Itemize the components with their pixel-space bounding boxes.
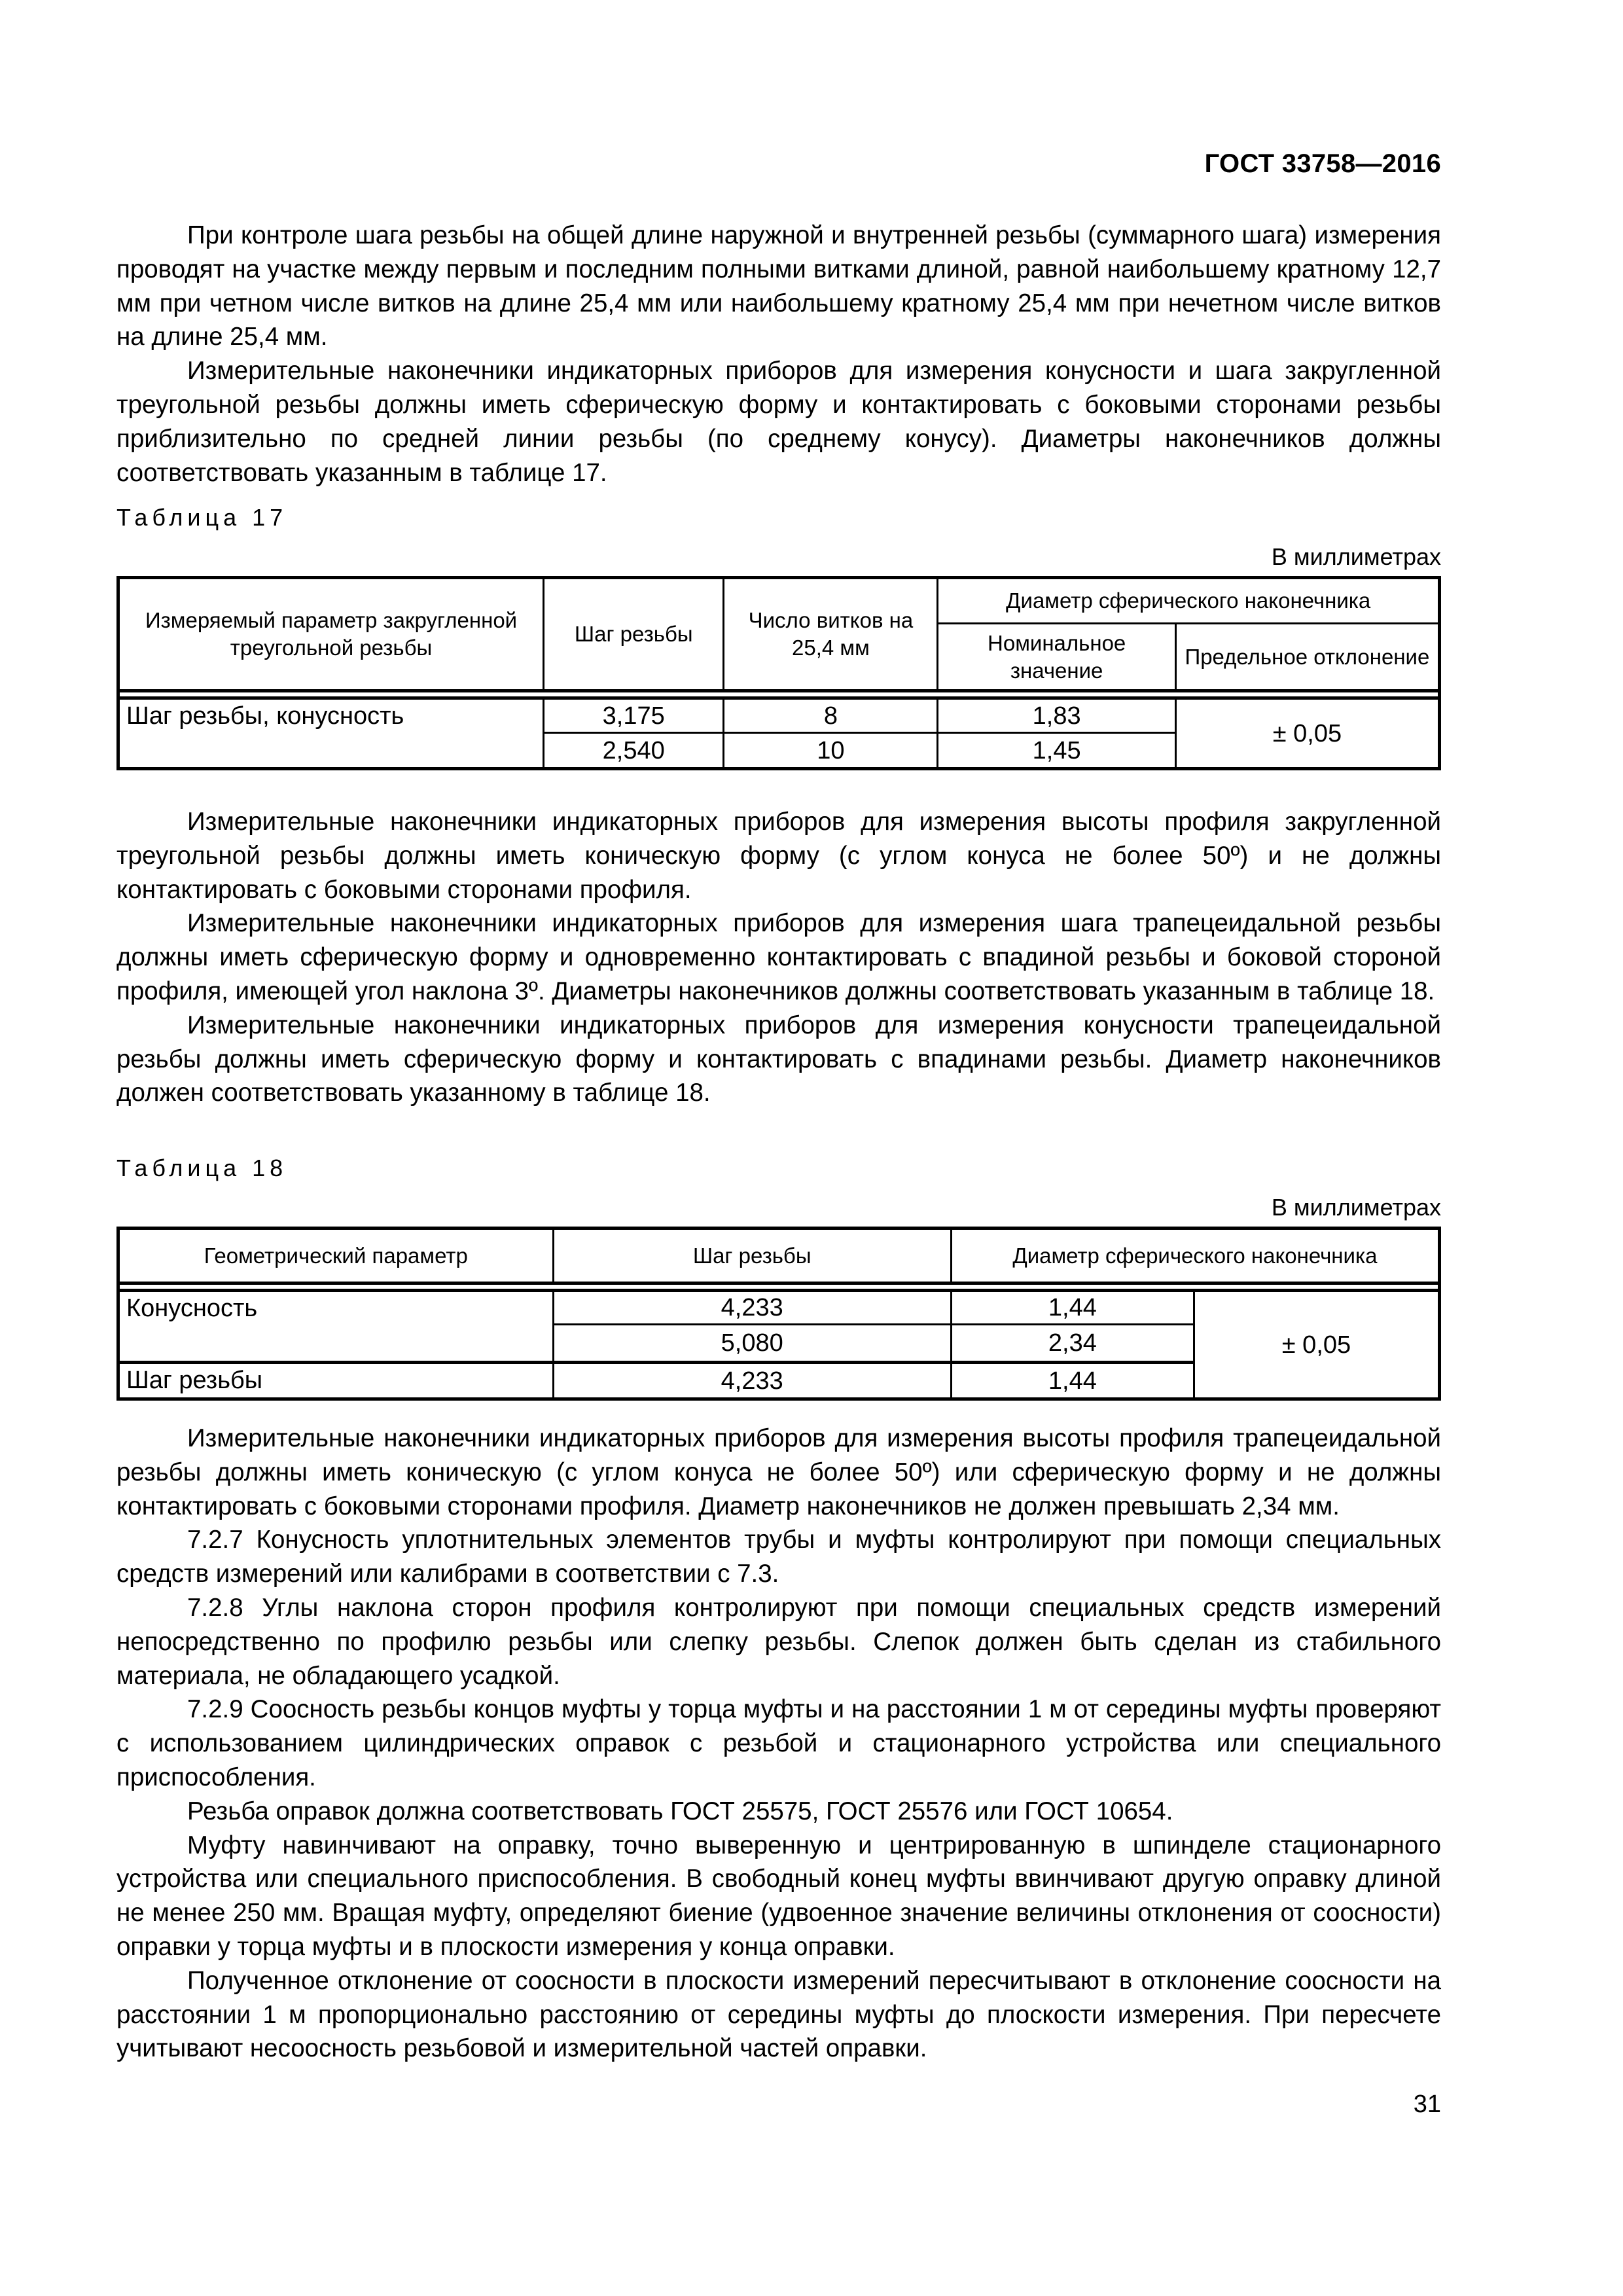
document-header: ГОСТ 33758—2016 — [1204, 149, 1441, 178]
table-18 — [116, 1227, 1441, 1401]
cell-nominal: 1,83 — [938, 698, 1175, 733]
header-pitch: Шаг резьбы — [553, 1229, 951, 1283]
top-text — [116, 219, 1441, 490]
table-caption: Таблица 18 — [116, 1155, 288, 1181]
cell-param: Шаг резьбы, конусность — [118, 698, 544, 769]
cell-tolerance: ± 0,05 — [1175, 698, 1439, 769]
cell-tolerance: ± 0,05 — [1194, 1291, 1439, 1399]
header-turns: Число витков на 25,4 мм — [724, 578, 938, 691]
header-tolerance: Предельное отклонение — [1175, 624, 1439, 691]
cell-pitch: 5,080 — [553, 1325, 951, 1363]
cell-pitch: 4,233 — [553, 1363, 951, 1399]
paragraph: Измерительные наконечники индикаторных приборов для измерения шага трапецеидальной резьбы должны иметь сферическую форму и одновременно контактировать с впадиной резьбы и боковой стороной профиля, имеющей угол наклона 3º. Диаметры наконечников должны соответствовать указанным в таблице 18. — [116, 909, 1441, 1005]
paragraph: Измерительные наконечники индикаторных приборов для измерения высоты профиля закругленной треугольной резьбы должны иметь коническую форму (с углом конуса не более 50º) и не должны контактировать с боковыми сторонами профиля. — [116, 808, 1441, 904]
header-nominal: Номинальное значение — [938, 624, 1175, 691]
cell-nominal: 1,45 — [938, 733, 1175, 769]
table-units: В миллиметрах — [1271, 1194, 1441, 1221]
paragraph: Измерительные наконечники индикаторных приборов для измерения высоты профиля трапецеидальной резьбы должны иметь коническую (с углом конуса не более 50º) или сферическую форму и не должны контактировать с боковыми сторонами профиля. Диаметр наконечников не должен превышать 2,34 мм. — [116, 1424, 1441, 1520]
cell-param: Конусность — [118, 1291, 554, 1363]
cell-diameter: 1,44 — [951, 1363, 1194, 1399]
paragraph: При контроле шага резьбы на общей длине наружной и внутренней резьбы (суммарного шага) измерения проводят на участке между первым и последним полными витками длиной, равной наибольшему кратному 12,7 мм при четном числе витков на длине 25,4 мм или наибольшему кратному 25,4 мм при нечетном числе витков на длине 25,4 мм. — [116, 221, 1441, 351]
paragraph: Полученное отклонение от соосности в плоскости измерений пересчитывают в отклонение соосности на расстоянии 1 м пропорционально расстоянию от середины муфты до плоскости измерения. При пересчете учитывают несоосность резьбовой и измерительной частей оправки. — [116, 1966, 1441, 2063]
header-param: Геометрический параметр — [118, 1229, 554, 1283]
paragraph: Резьба оправок должна соответствовать ГОСТ 25575, ГОСТ 25576 или ГОСТ 10654. — [187, 1797, 1173, 1825]
bottom-text — [116, 1422, 1441, 2066]
cell-turns: 10 — [724, 733, 938, 769]
paragraph: Муфту навинчивают на оправку, точно выверенную и центрированную в шпинделе стационарного устройства или специального приспособления. В свободный конец муфты ввинчивают другую оправку длиной не менее 250 мм. Вращая муфту, определяют биение (удвоенное значение величины отклонения от соосности) оправки у торца муфты и в плоскости измерения у конца оправки. — [116, 1831, 1441, 1961]
table-caption: Таблица 17 — [116, 504, 288, 531]
page-number: 31 — [1413, 2090, 1441, 2118]
header-diameter-group: Диаметр сферического наконечника — [938, 578, 1440, 624]
cell-pitch: 4,233 — [553, 1291, 951, 1325]
table-18-block — [116, 1155, 1441, 1401]
cell-diameter: 2,34 — [951, 1325, 1194, 1363]
cell-param: Шаг резьбы — [118, 1363, 554, 1399]
table-17 — [116, 576, 1441, 770]
middle-text — [116, 805, 1441, 1110]
cell-diameter: 1,44 — [951, 1291, 1194, 1325]
header-diameter: Диаметр сферического наконечника — [951, 1229, 1439, 1283]
paragraph: Измерительные наконечники индикаторных приборов для измерения конусности и шага закругленной треугольной резьбы должны иметь сферическую форму и контактировать с боковыми сторонами резьбы приблизительно по средней линии резьбы (по среднему конусу). Диаметры наконечников должны соответствовать указанным в таблице 17. — [116, 357, 1441, 487]
table-17-block — [116, 504, 1441, 770]
header-pitch: Шаг резьбы — [544, 578, 724, 691]
cell-pitch: 3,175 — [544, 698, 724, 733]
paragraph: 7.2.9 Соосность резьбы концов муфты у торца муфты и на расстоянии 1 м от середины муфты проверяют с использованием цилиндрических оправок с резьбой и стационарного устройства или специального приспособления. — [116, 1695, 1441, 1791]
header-param: Измеряемый параметр закругленной треугольной резьбы — [118, 578, 544, 691]
table-units: В миллиметрах — [1271, 543, 1441, 570]
paragraph: Измерительные наконечники индикаторных приборов для измерения конусности трапецеидальной резьбы должны иметь сферическую форму и контактировать с впадинами резьбы. Диаметр наконечников должен соответствовать указанному в таблице 18. — [116, 1011, 1441, 1107]
table-row — [118, 698, 1440, 733]
paragraph: 7.2.7 Конусность уплотнительных элементов трубы и муфты контролируют при помощи специальных средств измерений или калибрами в соответствии с 7.3. — [116, 1526, 1441, 1588]
cell-turns: 8 — [724, 698, 938, 733]
table-row — [118, 1291, 1440, 1325]
paragraph: 7.2.8 Углы наклона сторон профиля контролируют при помощи специальных средств измерений непосредственно по профилю резьбы или слепку резьбы. Слепок должен быть сделан из стабильного материала, не обладающего усадкой. — [116, 1593, 1441, 1690]
cell-pitch: 2,540 — [544, 733, 724, 769]
